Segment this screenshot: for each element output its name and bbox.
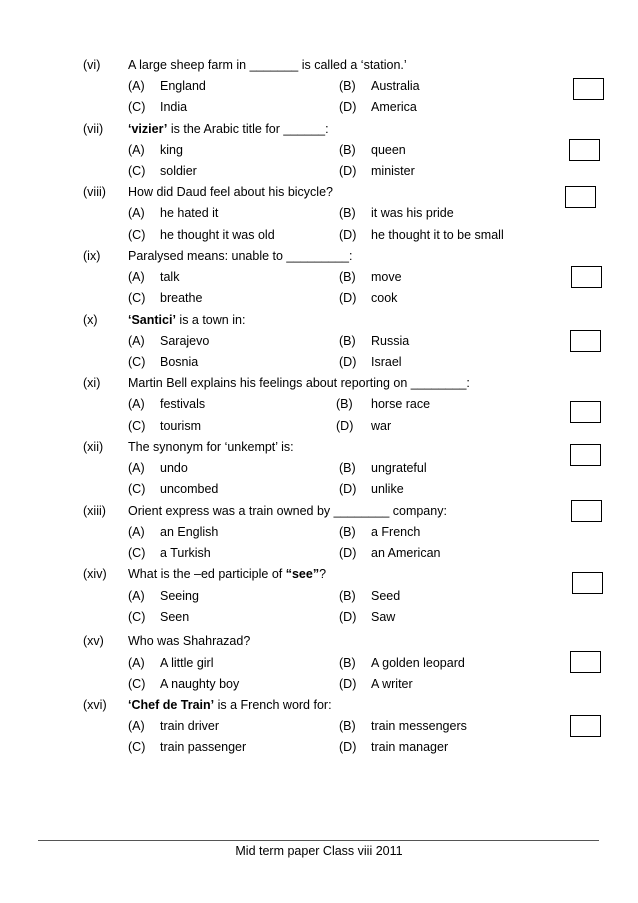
option-letter-c: (C) (128, 419, 146, 433)
option-letter-b: (B) (339, 461, 356, 475)
option-letter-c: (C) (128, 355, 146, 369)
question-number: (vi) (83, 58, 101, 72)
option-a: festivals (160, 397, 206, 411)
question-number: (xi) (83, 376, 101, 390)
question-stem (128, 312, 245, 328)
option-letter-d: (D) (339, 740, 357, 754)
option-letter-a: (A) (128, 656, 145, 670)
option-d: cook (371, 291, 398, 305)
option-letter-a: (A) (128, 79, 145, 93)
question-stem: Who was Shahrazad? (128, 634, 251, 648)
option-a: undo (160, 461, 188, 475)
option-c: train passenger (160, 740, 247, 754)
question-number: (xvi) (83, 698, 107, 712)
option-b: ungrateful (371, 461, 427, 475)
option-letter-a: (A) (128, 525, 145, 539)
option-a: an English (160, 525, 219, 539)
option-d: A writer (371, 677, 413, 691)
option-letter-a: (A) (128, 334, 145, 348)
option-b: move (371, 270, 402, 284)
option-b: queen (371, 143, 406, 157)
question-keyword: ‘Santici’ (128, 313, 176, 327)
answer-box[interactable] (569, 139, 600, 161)
question-stem (128, 566, 326, 582)
option-letter-d: (D) (339, 164, 357, 178)
question-number: (viii) (83, 185, 106, 199)
answer-box[interactable] (570, 715, 601, 737)
option-letter-c: (C) (128, 740, 146, 754)
option-d: he thought it to be small (371, 228, 504, 242)
option-c: soldier (160, 164, 197, 178)
question-number: (xiii) (83, 504, 106, 518)
question-stem: Orient express was a train owned by ________ company: (128, 504, 447, 518)
option-letter-d: (D) (339, 482, 357, 496)
option-a: talk (160, 270, 180, 284)
question-stem (128, 697, 332, 713)
question-keyword: ‘Chef de Train’ (128, 698, 215, 712)
option-d: train manager (371, 740, 449, 754)
option-d: war (371, 419, 392, 433)
option-letter-b: (B) (339, 206, 356, 220)
option-a: Seeing (160, 589, 199, 603)
option-d: unlike (371, 482, 404, 496)
question-number: (ix) (83, 249, 101, 263)
question-number: (vii) (83, 122, 104, 136)
question-number: (xii) (83, 440, 104, 454)
option-letter-a: (A) (128, 206, 145, 220)
option-a: king (160, 143, 183, 157)
option-c: he thought it was old (160, 228, 275, 242)
option-letter-c: (C) (128, 228, 146, 242)
option-b: Seed (371, 589, 401, 603)
question-stem: Paralysed means: unable to _________: (128, 249, 353, 263)
answer-box[interactable] (571, 500, 602, 522)
option-letter-c: (C) (128, 291, 146, 305)
question-stem (128, 121, 329, 137)
option-letter-c: (C) (128, 482, 146, 496)
option-c: Seen (160, 610, 190, 624)
option-c: Bosnia (160, 355, 199, 369)
question-keyword: ‘vizier’ (128, 122, 168, 136)
question-stem-text: is the Arabic title for ______: (167, 122, 329, 136)
option-c: India (160, 100, 188, 114)
question-number: (xv) (83, 634, 104, 648)
question-stem-text: What is the –ed participle of (128, 567, 286, 581)
option-letter-b: (B) (339, 525, 356, 539)
option-c: A naughty boy (160, 677, 240, 691)
question-stem-end: ? (319, 567, 327, 581)
option-c: breathe (160, 291, 203, 305)
option-c: tourism (160, 419, 201, 433)
option-letter-d: (D) (339, 100, 357, 114)
option-letter-a: (A) (128, 461, 145, 475)
option-letter-a: (A) (128, 397, 145, 411)
answer-box[interactable] (570, 651, 601, 673)
option-letter-d: (D) (339, 610, 357, 624)
question-stem-text: is a town in: (175, 313, 246, 327)
option-letter-c: (C) (128, 100, 146, 114)
option-letter-d: (D) (336, 419, 354, 433)
answer-box[interactable] (565, 186, 596, 208)
option-b: Russia (371, 334, 410, 348)
option-letter-c: (C) (128, 546, 146, 560)
option-letter-b: (B) (339, 270, 356, 284)
question-keyword: “see” (285, 567, 320, 581)
option-d: an American (371, 546, 441, 560)
answer-box[interactable] (571, 266, 602, 288)
option-b: horse race (371, 397, 431, 411)
question-stem: How did Daud feel about his bicycle? (128, 185, 333, 199)
option-letter-d: (D) (339, 291, 357, 305)
option-a: England (160, 79, 206, 93)
option-letter-b: (B) (339, 589, 356, 603)
option-letter-b: (B) (339, 719, 356, 733)
option-a: Sarajevo (160, 334, 210, 348)
option-letter-b: (B) (339, 656, 356, 670)
option-letter-a: (A) (128, 143, 145, 157)
answer-box[interactable] (570, 330, 601, 352)
option-letter-b: (B) (336, 397, 353, 411)
answer-box[interactable] (570, 444, 601, 466)
question-stem-text: is a French word for: (214, 698, 332, 712)
option-a: train driver (160, 719, 220, 733)
option-letter-d: (D) (339, 228, 357, 242)
option-a: A little girl (160, 656, 214, 670)
question-number: (xiv) (83, 567, 107, 581)
option-a: he hated it (160, 206, 219, 220)
page-footer: Mid term paper Class viii 2011 (235, 844, 403, 858)
answer-box[interactable] (573, 78, 604, 100)
option-d: minister (371, 164, 415, 178)
option-d: Israel (371, 355, 402, 369)
option-b: train messengers (371, 719, 467, 733)
option-letter-c: (C) (128, 164, 146, 178)
option-letter-b: (B) (339, 143, 356, 157)
option-d: America (371, 100, 417, 114)
option-letter-a: (A) (128, 589, 145, 603)
option-b: a French (371, 525, 421, 539)
question-stem: Martin Bell explains his feelings about reporting on ________: (128, 376, 470, 390)
answer-box[interactable] (570, 401, 601, 423)
option-letter-c: (C) (128, 610, 146, 624)
option-letter-b: (B) (339, 334, 356, 348)
question-number: (x) (83, 313, 98, 327)
option-d: Saw (371, 610, 396, 624)
question-stem: The synonym for ‘unkempt’ is: (128, 440, 294, 454)
option-letter-d: (D) (339, 677, 357, 691)
footer-divider (38, 840, 599, 841)
option-c: uncombed (160, 482, 219, 496)
option-letter-b: (B) (339, 79, 356, 93)
option-b: it was his pride (371, 206, 454, 220)
question-stem: A large sheep farm in _______ is called a ‘station.’ (128, 58, 407, 72)
option-letter-d: (D) (339, 546, 357, 560)
answer-box[interactable] (572, 572, 603, 594)
option-letter-a: (A) (128, 270, 145, 284)
option-b: A golden leopard (371, 656, 465, 670)
option-c: a Turkish (160, 546, 211, 560)
option-letter-d: (D) (339, 355, 357, 369)
option-letter-a: (A) (128, 719, 145, 733)
option-letter-c: (C) (128, 677, 146, 691)
option-b: Australia (371, 79, 420, 93)
